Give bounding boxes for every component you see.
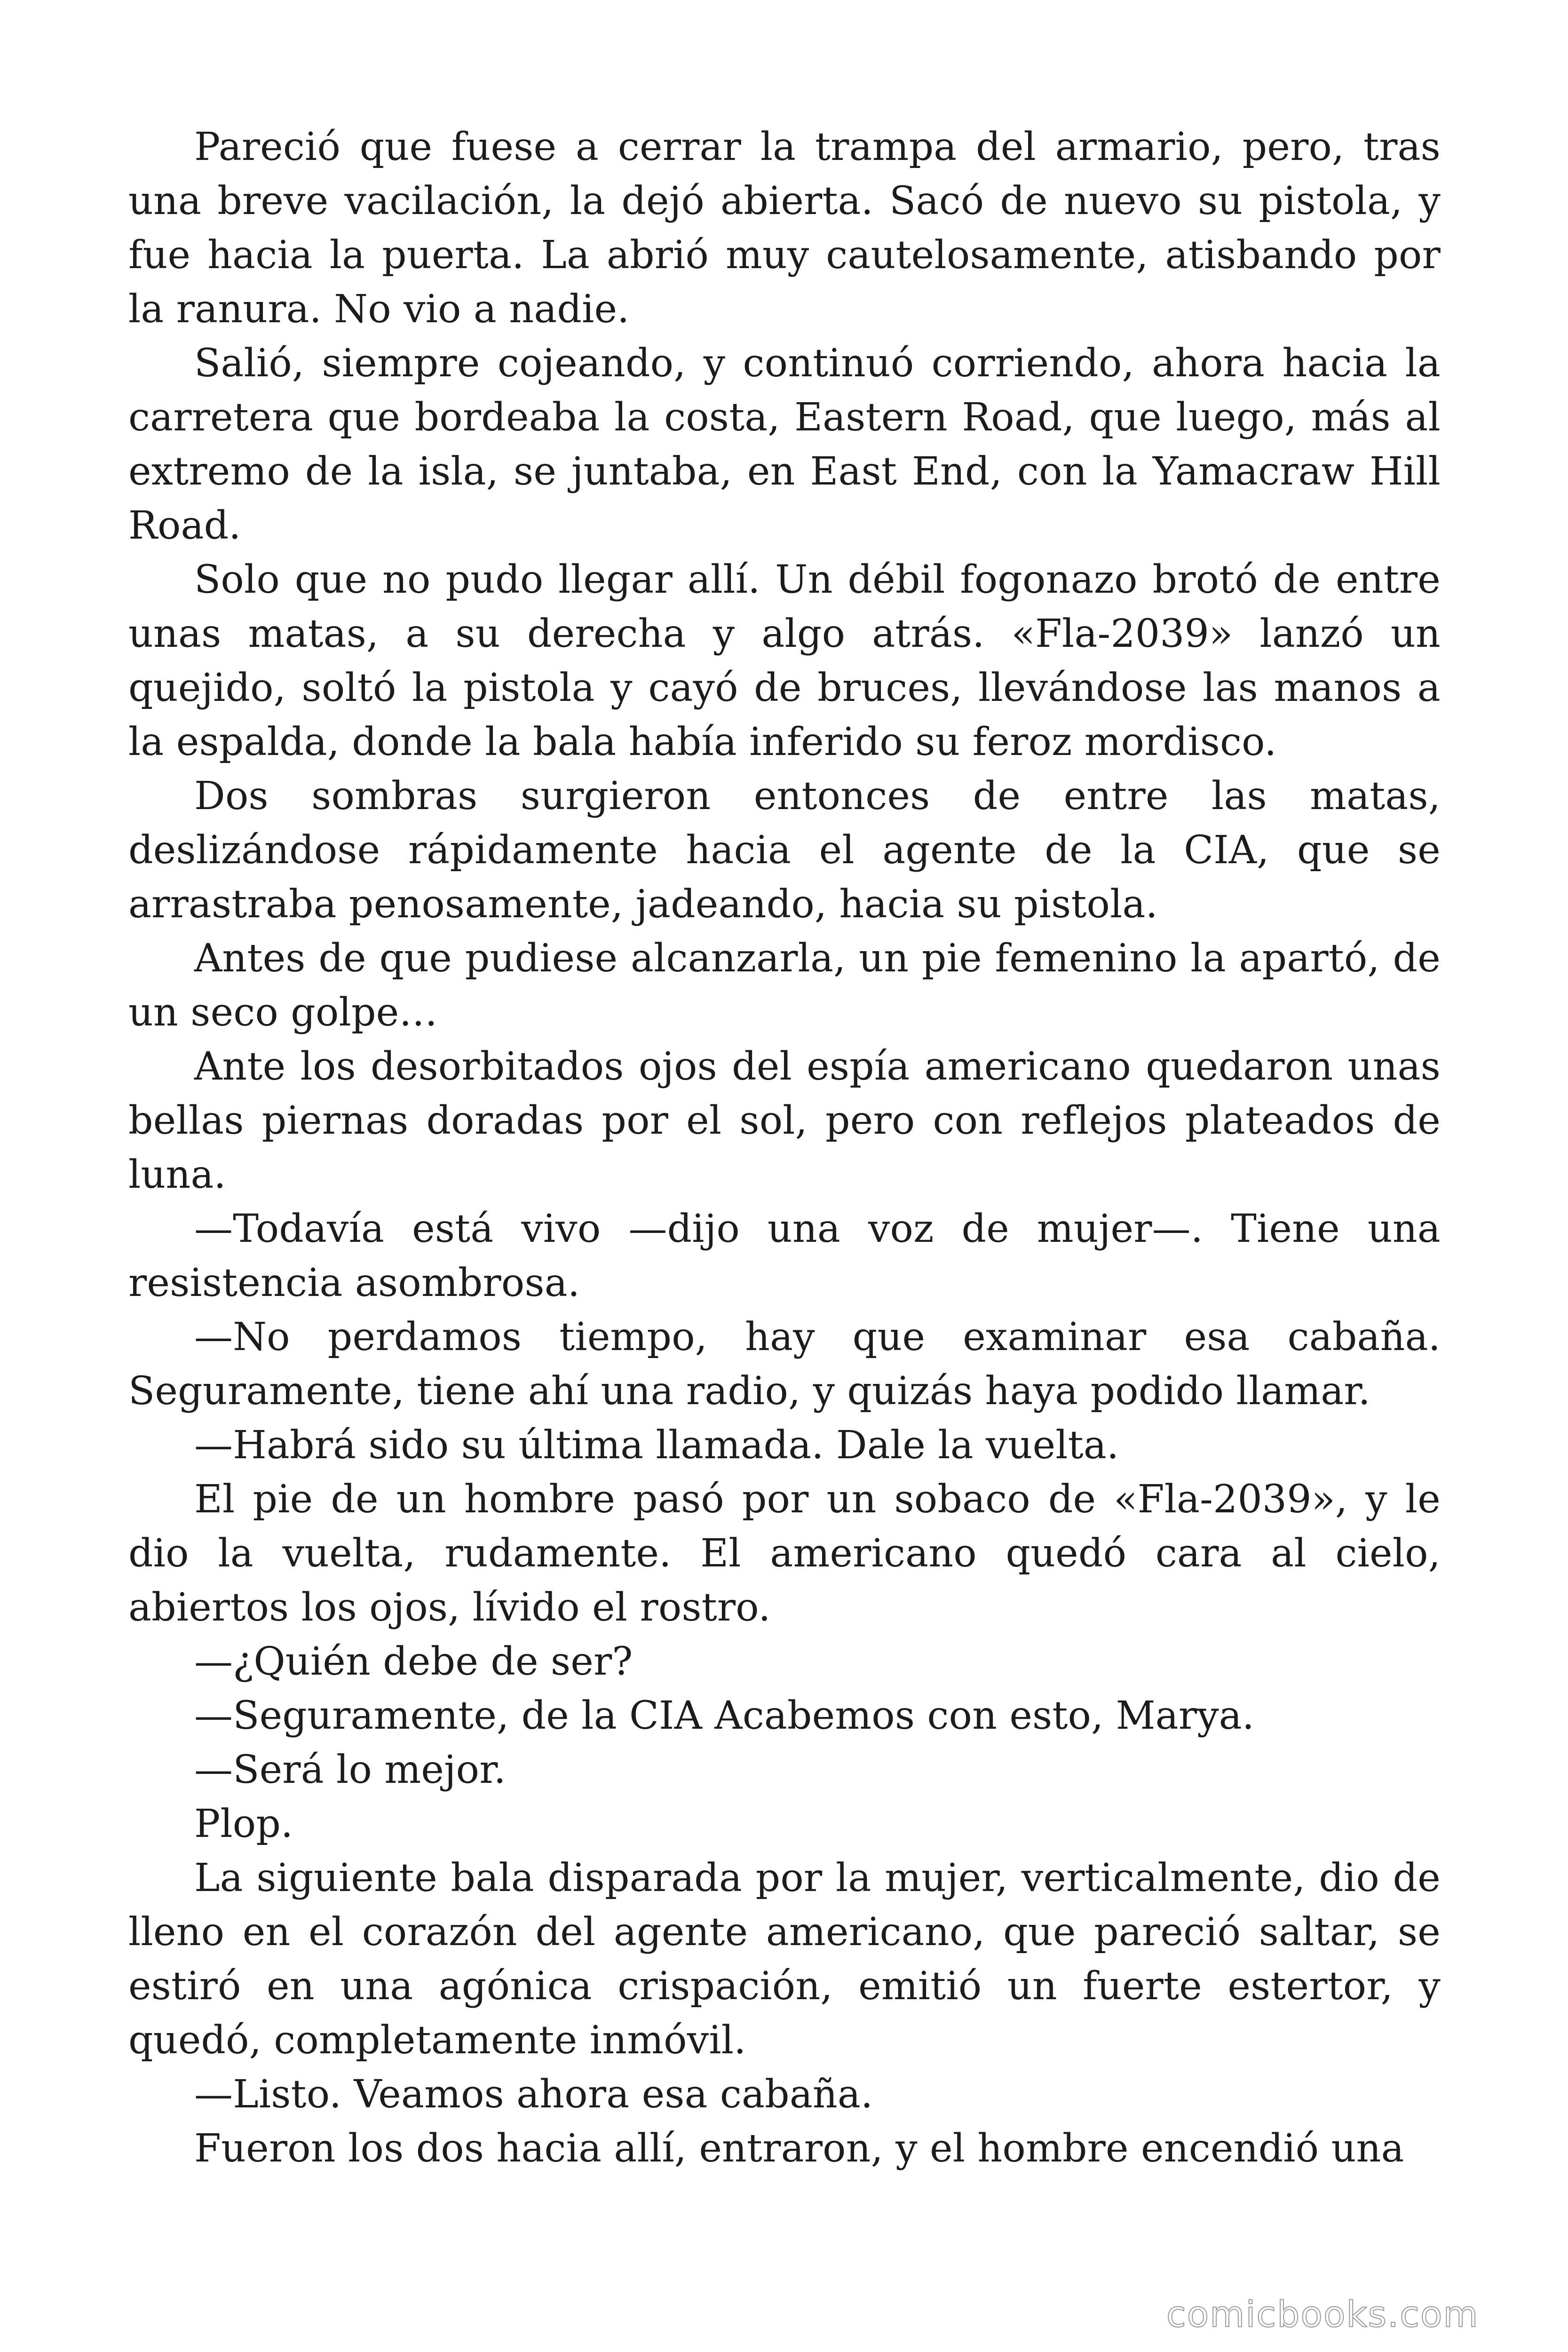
dialogue-line: —Todavía está vivo —dijo una voz de mujer—. Tiene una resistencia asombrosa.	[128, 1207, 1441, 1305]
dialogue-line: —No perdamos tiempo, hay que examinar esa cabaña. Seguramente, tiene ahí una radio, y quizás haya podido llamar.	[128, 1315, 1441, 1414]
paragraph: Antes de que pudiese alcanzarla, un pie femenino la apartó, de un seco golpe…	[128, 936, 1441, 1035]
paragraph: Ante los desorbitados ojos del espía americano quedaron unas bellas piernas doradas por el sol, pero con reflejos plateados de luna.	[128, 1044, 1441, 1197]
paragraph: Pareció que fuese a cerrar la trampa del armario, pero, tras una breve vacilación, la dejó abierta. Sacó de nuevo su pistola, y fue hacia la puerta. La abrió muy cautelosamente, atisbando por la ranura. No vio a nadie.	[128, 125, 1441, 332]
dialogue-line: —Listo. Veamos ahora esa cabaña.	[194, 2072, 873, 2117]
dialogue-line: —Habrá sido su última llamada. Dale la vuelta.	[194, 1423, 1119, 1468]
paragraph: Plop.	[194, 1802, 293, 1846]
watermark: comicbooks.com	[1166, 2293, 1479, 2335]
dialogue-line: —¿Quién debe de ser?	[194, 1639, 633, 1684]
dialogue-line: —Seguramente, de la CIA Acabemos con esto, Marya.	[194, 1693, 1255, 1738]
paragraph: Salió, siempre cojeando, y continuó corriendo, ahora hacia la carretera que bordeaba la costa, Eastern Road, que luego, más al extremo de la isla, se juntaba, en East End, con la Yamacraw Hill Road.	[128, 341, 1441, 548]
dialogue-line: —Será lo mejor.	[194, 1748, 506, 1792]
paragraph: La siguiente bala disparada por la mujer, verticalmente, dio de lleno en el corazón del agente americano, que pareció saltar, se estiró en una agónica crispación, emitió un fuerte estertor, y quedó, completamente inmóvil.	[128, 1856, 1441, 2063]
paragraph: Dos sombras surgieron entonces de entre las matas, deslizándose rápidamente hacia el agente de la CIA, que se arrastraba penosamente, jadeando, hacia su pistola.	[128, 774, 1441, 927]
paragraph: Fueron los dos hacia allí, entraron, y el hombre encendió una	[194, 2126, 1404, 2171]
page-text	[128, 120, 1441, 2176]
paragraph: El pie de un hombre pasó por un sobaco de «Fla-2039», y le dio la vuelta, rudamente. El americano quedó cara al cielo, abiertos los ojos, lívido el rostro.	[128, 1477, 1441, 1630]
paragraph: Solo que no pudo llegar allí. Un débil fogonazo brotó de entre unas matas, a su derecha y algo atrás. «Fla-2039» lanzó un quejido, soltó la pistola y cayó de bruces, llevándose las manos a la espalda, donde la bala había inferido su feroz mordisco.	[128, 557, 1441, 764]
